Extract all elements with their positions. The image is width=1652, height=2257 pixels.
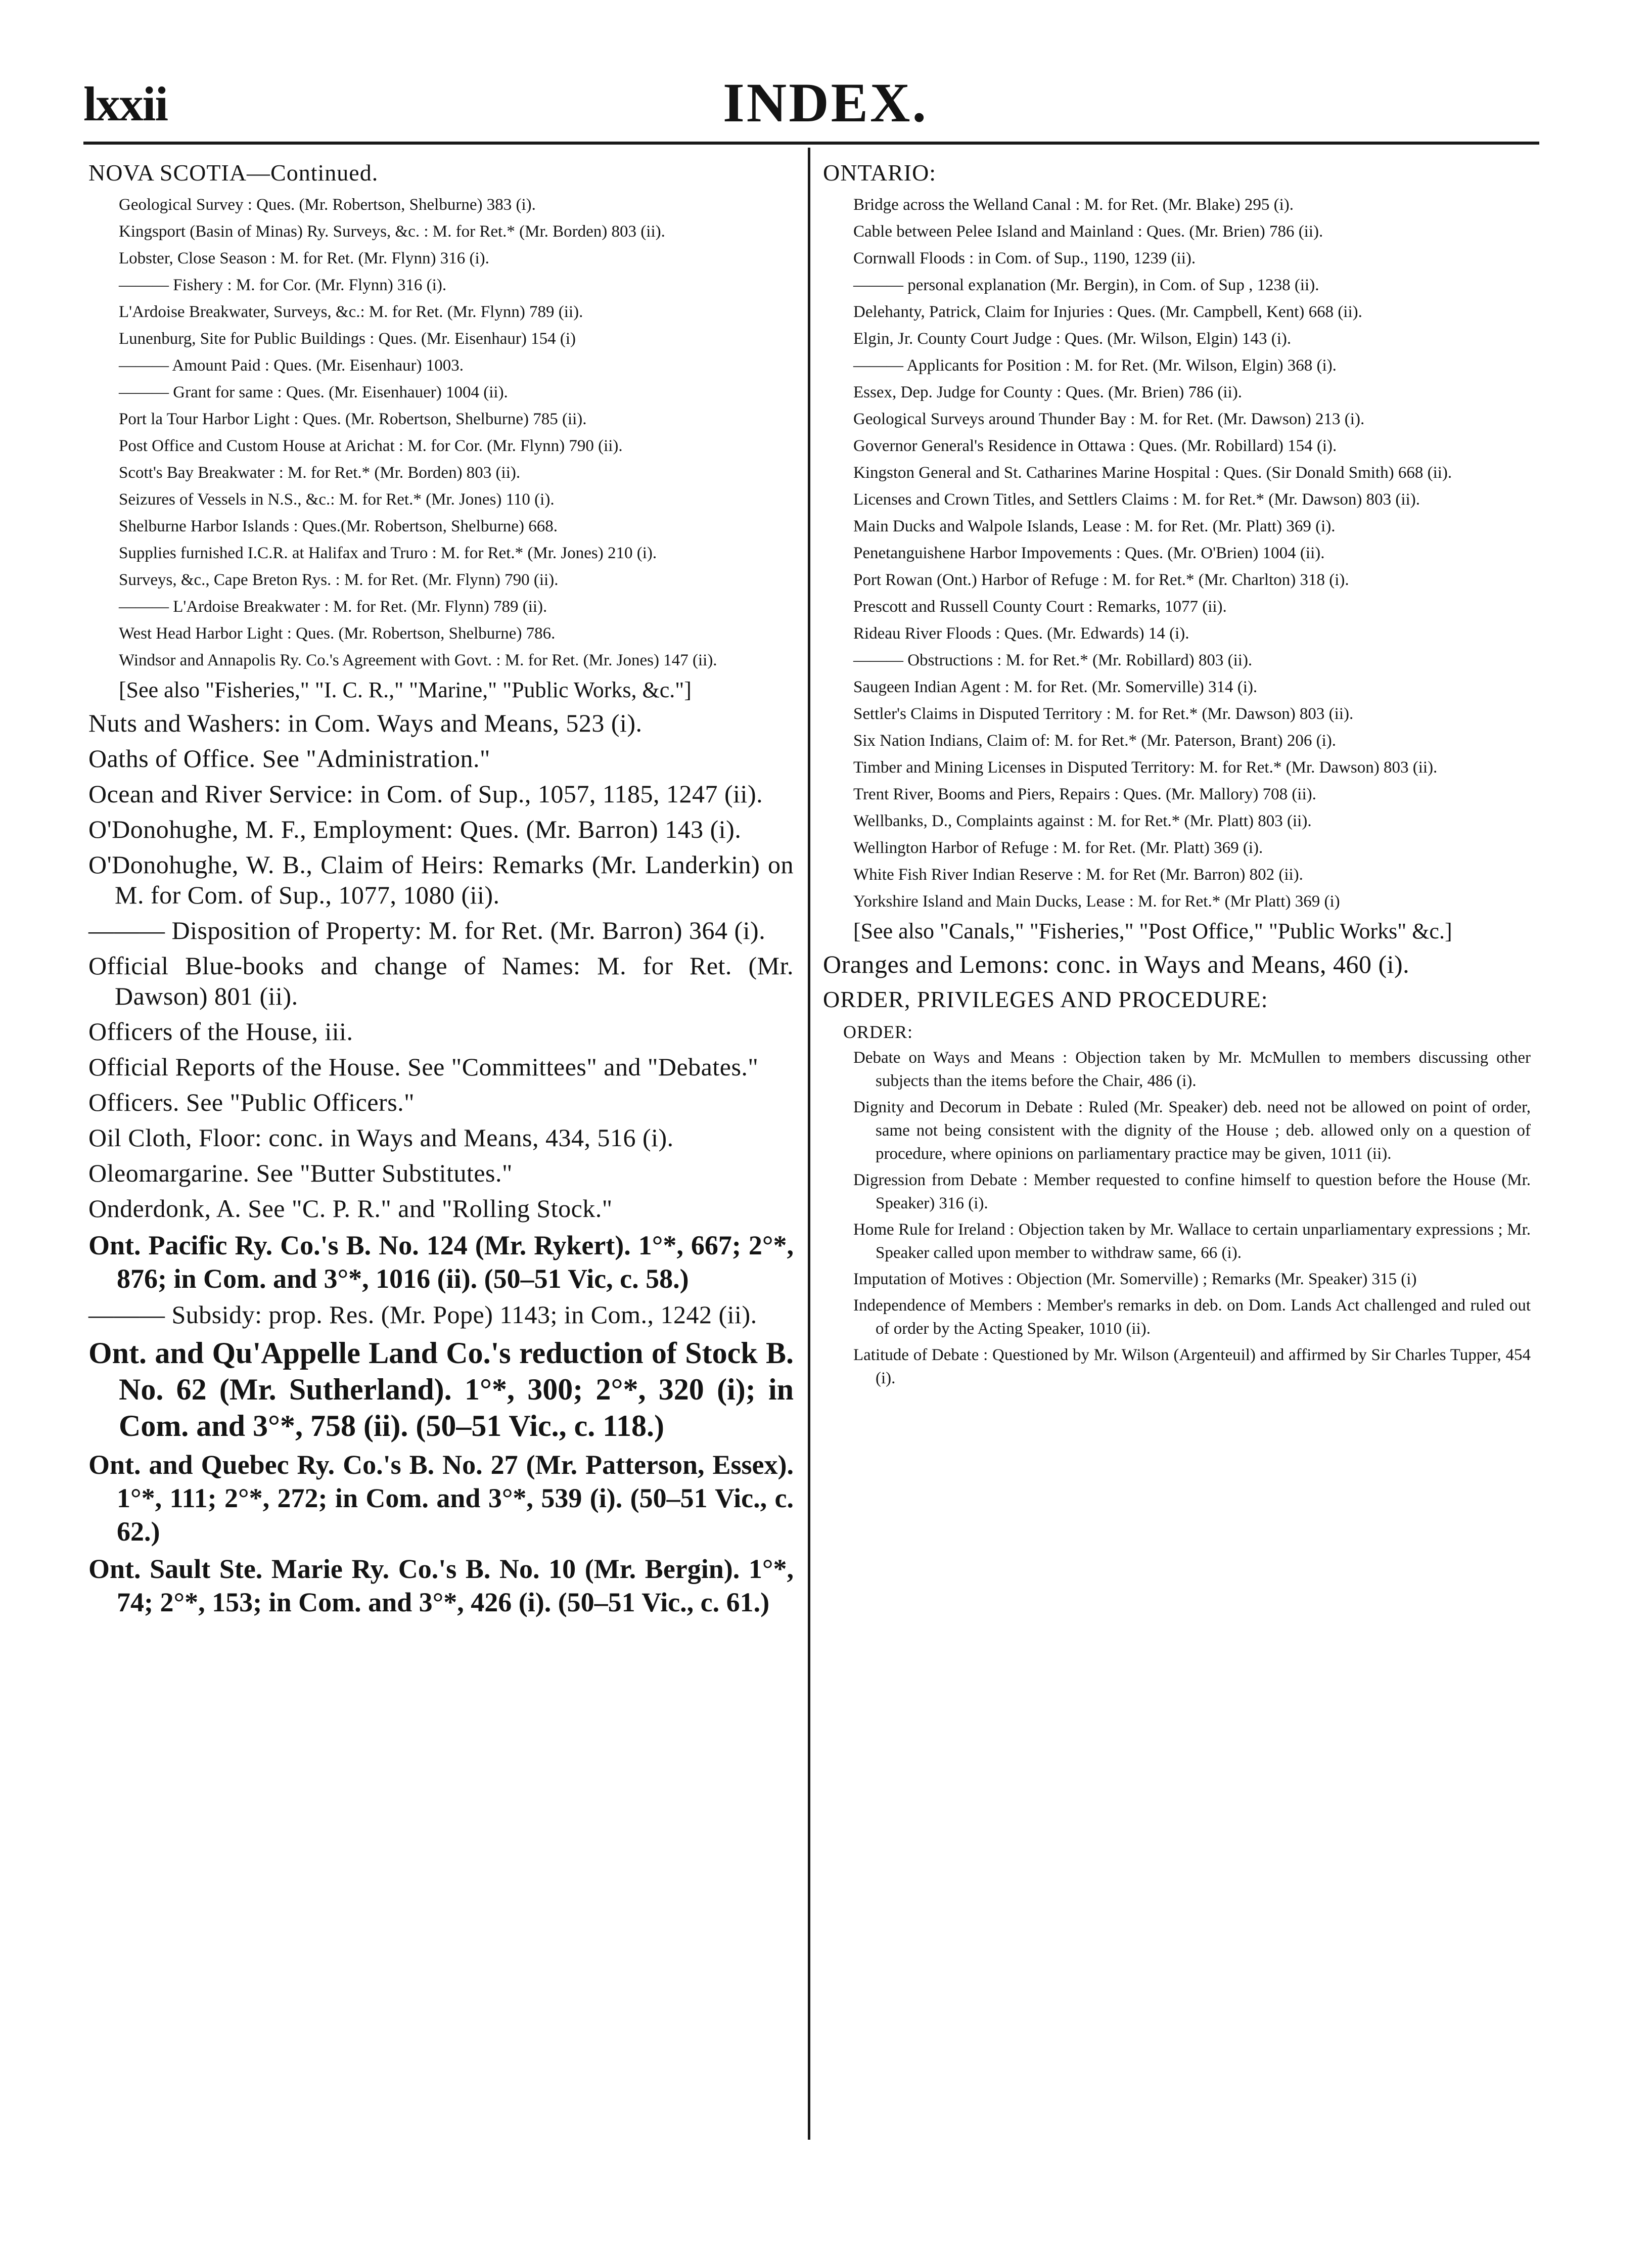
index-entry: ——— Disposition of Property: M. for Ret. (Mr. Barron) 364 (i). xyxy=(88,916,766,944)
page-number: lxxii xyxy=(83,77,168,131)
index-entry: ——— Applicants for Position : M. for Ret. (Mr. Wilson, Elgin) 368 (i). xyxy=(853,356,1337,375)
index-entry: Ont. Pacific Ry. Co.'s B. No. 124 (Mr. Rykert). 1°*, 667; 2°*, 876; in Com. and 3°*, 1016 (ii). (50–51 Vic, c. 58.) xyxy=(88,1230,794,1294)
index-entry: Ont. Sault Ste. Marie Ry. Co.'s B. No. 10 (Mr. Bergin). 1°*, 74; 2°*, 153; in Com. and 3°*, 426 (i). (50–51 Vic., c. 61.) xyxy=(88,1554,794,1617)
index-entry: Delehanty, Patrick, Claim for Injuries : Ques. (Mr. Campbell, Kent) 668 (ii). xyxy=(853,303,1362,321)
index-entry: Oil Cloth, Floor: conc. in Ways and Means, 434, 516 (i). xyxy=(88,1123,674,1152)
index-entry: Onderdonk, A. See "C. P. R." and "Rolling Stock." xyxy=(88,1194,613,1223)
index-entry: Kingston General and St. Catharines Marine Hospital : Ques. (Sir Donald Smith) 668 (ii). xyxy=(853,464,1452,482)
index-entry: Bridge across the Welland Canal : M. for Ret. (Mr. Blake) 295 (i). xyxy=(853,196,1294,214)
index-entry: Governor General's Residence in Ottawa : Ques. (Mr. Robillard) 154 (i). xyxy=(853,437,1337,455)
right-column xyxy=(823,158,1531,1393)
section-heading-ontario: ONTARIO: xyxy=(823,160,937,186)
index-entry: Lunenburg, Site for Public Buildings : Ques. (Mr. Eisenhaur) 154 (i) xyxy=(119,330,576,348)
index-entry: Yorkshire Island and Main Ducks, Lease : M. for Ret.* (Mr Platt) 369 (i) xyxy=(853,892,1340,911)
subsection-heading-order: ORDER: xyxy=(843,1022,913,1042)
index-entry: Prescott and Russell County Court : Remarks, 1077 (ii). xyxy=(853,598,1227,616)
page-title: INDEX. xyxy=(723,72,928,133)
index-entry: Independence of Members : Member's remarks in deb. on Dom. Lands Act challenged and ruled out of order by the Acting Speaker, 1010 (ii). xyxy=(853,1296,1531,1338)
index-entry: ——— personal explanation (Mr. Bergin), in Com. of Sup , 1238 (ii). xyxy=(853,276,1319,294)
title-rule xyxy=(83,142,1539,145)
index-entry: Rideau River Floods : Ques. (Mr. Edwards) 14 (i). xyxy=(853,624,1189,643)
index-entry: O'Donohughe, W. B., Claim of Heirs: Remarks (Mr. Landerkin) on M. for Com. of Sup., 1077, 1080 (ii). xyxy=(88,850,794,909)
index-entry: ——— Subsidy: prop. Res. (Mr. Pope) 1143; in Com., 1242 (ii). xyxy=(88,1300,757,1329)
index-entry: Home Rule for Ireland : Objection taken by Mr. Wallace to certain unparliamentary expressions ; Mr. Speaker called upon member to withdraw same, 66 (i). xyxy=(853,1221,1531,1262)
index-entry: Saugeen Indian Agent : M. for Ret. (Mr. Somerville) 314 (i). xyxy=(853,678,1258,696)
section-heading-nova-scotia: NOVA SCOTIA—Continued. xyxy=(88,160,379,186)
index-entry: ——— Obstructions : M. for Ret.* (Mr. Robillard) 803 (ii). xyxy=(853,651,1253,669)
left-entries xyxy=(88,193,794,1619)
index-entry: Cable between Pelee Island and Mainland : Ques. (Mr. Brien) 786 (ii). xyxy=(853,222,1323,241)
index-entry: Ocean and River Service: in Com. of Sup., 1057, 1185, 1247 (ii). xyxy=(88,780,763,808)
right-entries xyxy=(823,193,1531,979)
index-entry: Kingsport (Basin of Minas) Ry. Surveys, &c. : M. for Ret.* (Mr. Borden) 803 (ii). xyxy=(119,222,665,241)
index-entry: Oleomargarine. See "Butter Substitutes." xyxy=(88,1159,513,1187)
index-entry: West Head Harbor Light : Ques. (Mr. Robertson, Shelburne) 786. xyxy=(119,624,556,643)
index-entry: Cornwall Floods : in Com. of Sup., 1190, 1239 (ii). xyxy=(853,249,1196,267)
index-entry: Six Nation Indians, Claim of: M. for Ret.* (Mr. Paterson, Brant) 206 (i). xyxy=(853,732,1337,750)
index-entry: Timber and Mining Licenses in Disputed Territory: M. for Ret.* (Mr. Dawson) 803 (ii). xyxy=(853,758,1438,777)
index-entry: Windsor and Annapolis Ry. Co.'s Agreement with Govt. : M. for Ret. (Mr. Jones) 147 (ii). xyxy=(119,651,717,669)
order-entries xyxy=(823,1046,1531,1390)
index-entry: Main Ducks and Walpole Islands, Lease : M. for Ret. (Mr. Platt) 369 (i). xyxy=(853,517,1336,535)
index-entry: Wellington Harbor of Refuge : M. for Ret. (Mr. Platt) 369 (i). xyxy=(853,839,1263,857)
index-entry: ——— Grant for same : Ques. (Mr. Eisenhauer) 1004 (ii). xyxy=(119,383,508,401)
index-entry: Trent River, Booms and Piers, Repairs : Ques. (Mr. Mallory) 708 (ii). xyxy=(853,785,1316,803)
index-entry: Official Blue-books and change of Names: M. for Ret. (Mr. Dawson) 801 (ii). xyxy=(88,952,794,1010)
index-entry: Ont. and Qu'Appelle Land Co.'s reduction of Stock B. No. 62 (Mr. Sutherland). 1°*, 300; 2°*, 320 (i); in Com. and 3°*, 758 (ii). (50–51 Vic., c. 118.) xyxy=(88,1336,794,1442)
index-entry: Imputation of Motives : Objection (Mr. Somerville) ; Remarks (Mr. Speaker) 315 (i) xyxy=(853,1270,1417,1288)
index-entry: Port la Tour Harbor Light : Ques. (Mr. Robertson, Shelburne) 785 (ii). xyxy=(119,410,587,428)
index-entry: Oaths of Office. See "Administration." xyxy=(88,744,490,773)
index-entry: [See also "Canals," "Fisheries," "Post Office," "Public Works" &c.] xyxy=(853,919,1452,943)
index-entry: White Fish River Indian Reserve : M. for Ret (Mr. Barron) 802 (ii). xyxy=(853,866,1303,884)
index-entry: Supplies furnished I.C.R. at Halifax and Truro : M. for Ret.* (Mr. Jones) 210 (i). xyxy=(119,544,657,562)
index-entry: [See also "Fisheries," "I. C. R.," "Marine," "Public Works, &c."] xyxy=(119,678,692,702)
index-entry: Ont. and Quebec Ry. Co.'s B. No. 27 (Mr. Patterson, Essex). 1°*, 111; 2°*, 272; in Com. and 3°*, 539 (i). (50–51 Vic., c. 62.) xyxy=(88,1450,794,1547)
index-entry: O'Donohughe, M. F., Employment: Ques. (Mr. Barron) 143 (i). xyxy=(88,815,742,843)
index-entry: Latitude of Debate : Questioned by Mr. Wilson (Argenteuil) and affirmed by Sir Charles Tupper, 454 (i). xyxy=(853,1346,1531,1387)
left-column xyxy=(88,158,794,1623)
column-divider xyxy=(808,148,810,2140)
index-entry: Official Reports of the House. See "Committees" and "Debates." xyxy=(88,1053,759,1081)
index-entry: Officers. See "Public Officers." xyxy=(88,1088,415,1116)
index-entry: Port Rowan (Ont.) Harbor of Refuge : M. for Ret.* (Mr. Charlton) 318 (i). xyxy=(853,571,1349,589)
index-entry: Licenses and Crown Titles, and Settlers Claims : M. for Ret.* (Mr. Dawson) 803 (ii). xyxy=(853,490,1420,509)
index-entry: Scott's Bay Breakwater : M. for Ret.* (Mr. Borden) 803 (ii). xyxy=(119,464,521,482)
index-entry: Officers of the House, iii. xyxy=(88,1017,353,1046)
index-entry: Oranges and Lemons: conc. in Ways and Means, 460 (i). xyxy=(823,950,1410,978)
index-entry: Surveys, &c., Cape Breton Rys. : M. for Ret. (Mr. Flynn) 790 (ii). xyxy=(119,571,559,589)
index-entry: Seizures of Vessels in N.S., &c.: M. for Ret.* (Mr. Jones) 110 (i). xyxy=(119,490,555,509)
index-entry: Penetanguishene Harbor Impovements : Ques. (Mr. O'Brien) 1004 (ii). xyxy=(853,544,1325,562)
index-entry: ——— Amount Paid : Ques. (Mr. Eisenhaur) 1003. xyxy=(119,356,464,375)
index-entry: Debate on Ways and Means : Objection taken by Mr. McMullen to members discussing other subjects than the items before the Chair, 486 (i). xyxy=(853,1049,1531,1090)
index-entry: Wellbanks, D., Complaints against : M. for Ret.* (Mr. Platt) 803 (ii). xyxy=(853,812,1312,830)
index-entry: ——— L'Ardoise Breakwater : M. for Ret. (Mr. Flynn) 789 (ii). xyxy=(119,598,547,616)
index-entry: Geological Surveys around Thunder Bay : M. for Ret. (Mr. Dawson) 213 (i). xyxy=(853,410,1365,428)
index-entry: Settler's Claims in Disputed Territory : M. for Ret.* (Mr. Dawson) 803 (ii). xyxy=(853,705,1354,723)
index-entry: Post Office and Custom House at Arichat : M. for Cor. (Mr. Flynn) 790 (ii). xyxy=(119,437,623,455)
index-entry: Geological Survey : Ques. (Mr. Robertson, Shelburne) 383 (i). xyxy=(119,196,536,214)
index-entry: L'Ardoise Breakwater, Surveys, &c.: M. for Ret. (Mr. Flynn) 789 (ii). xyxy=(119,303,583,321)
index-entry: Essex, Dep. Judge for County : Ques. (Mr. Brien) 786 (ii). xyxy=(853,383,1242,401)
index-entry: ——— Fishery : M. for Cor. (Mr. Flynn) 316 (i). xyxy=(119,276,447,294)
index-entry: Digression from Debate : Member requested to confine himself to question before the House (Mr. Speaker) 316 (i). xyxy=(853,1171,1531,1212)
index-entry: Shelburne Harbor Islands : Ques.(Mr. Robertson, Shelburne) 668. xyxy=(119,517,558,535)
index-entry: Elgin, Jr. County Court Judge : Ques. (Mr. Wilson, Elgin) 143 (i). xyxy=(853,330,1292,348)
index-entry: Dignity and Decorum in Debate : Ruled (Mr. Speaker) deb. need not be allowed on point of order, same not being consistent with the dignity of the House ; deb. allowed only on a question of procedure, where opinions on parliamentary practice may be given, 1011 (ii). xyxy=(853,1098,1531,1163)
index-entry: Nuts and Washers: in Com. Ways and Means, 523 (i). xyxy=(88,709,643,737)
index-entry: Lobster, Close Season : M. for Ret. (Mr. Flynn) 316 (i). xyxy=(119,249,489,267)
section-heading-order-privileges: ORDER, PRIVILEGES AND PROCEDURE: xyxy=(823,986,1268,1012)
